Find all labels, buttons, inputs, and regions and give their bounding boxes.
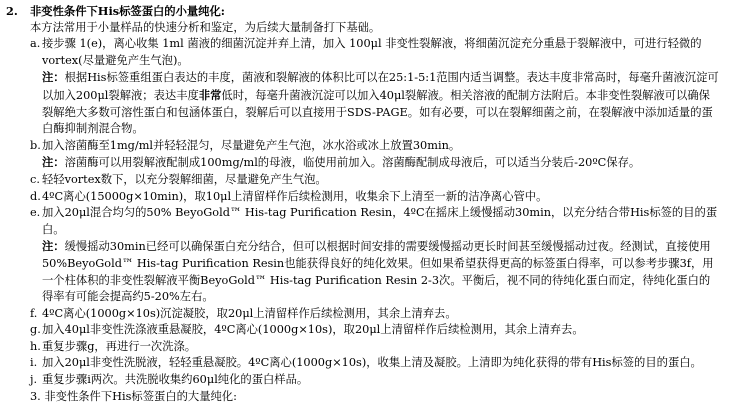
section-heading [6,3,725,20]
note-step-e [6,238,725,305]
step-text: 加入40μl非变性洗涤液重悬凝胶，4ºC离心(1000g×10s)，取20μl上清留样作后续检测用，其余上清弃去。 [42,323,584,337]
step-marker: a. [30,37,41,51]
step-d [6,189,725,206]
step-text: 加入20μl混合均匀的50% BeyoGold™ His-tag Purification Resin，4ºC在摇床上缓慢摇动30min，以充分结合带His标签的目的蛋白。 [42,206,718,236]
step-e [6,205,725,238]
step-a [6,36,725,69]
step-text: 接步骤 1(e)，离心收集 1ml 菌液的细菌沉淀并弃上清，加入 100μl 非变性裂解液，将细菌沉淀充分重悬于裂解液中，可进行轻微的 vortex(尽量避免产生气泡)。 [42,37,702,67]
note-text: 溶菌酶可以用裂解液配制成100mg/ml的母液，临使用前加入。溶菌酶配制成母液后，可以适当分装后-20ºC保存。 [64,156,641,170]
step-j [6,372,725,389]
step-marker: h. [30,339,41,353]
step-marker: f. [30,306,38,320]
note-step-b [6,154,725,172]
note-label: 注： [42,155,65,170]
step-c [6,172,725,189]
step-text: 加入20μl非变性洗脱液，轻轻重悬凝胶。4ºC离心(1000g×10s)，收集上清及凝胶。上清即为纯化获得的带有His标签的目的蛋白。 [42,356,702,370]
note-text-part1: 根据His标签重组蛋白表达的丰度，菌液和裂解液的体积比可以在25:1-5:1范围内适当调整。表达丰度非常高时，每毫升菌液沉淀可以加入200μl裂解液；表达丰度 [42,71,719,102]
step-marker: c. [30,172,40,186]
step-h [6,339,725,356]
note-emphasis: 非常 [198,87,222,102]
section-intro: 本方法常用于小量样品的快速分析和鉴定，为后续大量制备打下基础。 [30,20,381,34]
step-marker: g. [30,323,41,337]
step-text: 重复步骤g，再进行一次洗涤。 [42,339,197,353]
note-text: 缓慢摇动30min已经可以确保蛋白充分结合，但可以根据时间安排的需要缓慢摇动更长时间甚至缓慢摇动过夜。经测试，直接使用50%BeyoGold™ His-tag Purification Resin也能获得良好的纯化效果。但如果希望获得更高的标签蛋白得率，可以参考步骤3f，用一个柱体积的非变性裂解液平衡BeyoGold™ His-tag Purification Resin 2-3次。平衡后，视不同的待纯化蛋白而定，待纯化蛋白的得率有可能会提高约5-20%左右。 [42,240,714,304]
section-number: 2. [6,4,18,18]
step-marker: i. [30,356,38,370]
step-text: 4ºC离心(1000g×10s)沉淀凝胶，取20μl上清留样作后续检测用，其余上清弃去。 [42,306,457,320]
step-i [6,355,725,372]
note-label: 注： [42,239,65,254]
note-step-a [6,69,725,137]
step-marker: e. [30,206,41,220]
step-g [6,322,725,339]
step-b [6,138,725,155]
next-section-heading-clipped: 3. 非变性条件下His标签蛋白的大量纯化: [30,389,237,403]
step-text: 4ºC离心(15000g×10min)，取10μl上清留样作后续检测用，收集余下上清至一新的洁净离心管中。 [42,189,548,203]
step-marker: j. [30,373,38,387]
step-marker: d. [30,189,41,203]
step-text: 轻轻vortex数下，以充分裂解细菌，尽量避免产生气泡。 [42,172,327,186]
step-text: 加入溶菌酶至1mg/ml并轻轻混匀，尽量避免产生气泡，冰水浴或冰上放置30min。 [42,138,461,152]
step-marker: b. [30,138,41,152]
step-f [6,306,725,323]
section-title: 非变性条件下His标签蛋白的小量纯化: [30,4,225,18]
note-label: 注： [42,70,65,85]
note-text-part2: 低时，每毫升菌液沉淀可以加入40μl裂解液。相关溶液的配制方法附后。本非变性裂解液可以确保裂解绝大多数可溶性蛋白和包涵体蛋白，裂解后可以直接用于SDS-PAGE。如有必要，可以在裂解细菌之前，在裂解液中添加适量的蛋白酶抑制剂混合物。 [42,88,713,136]
step-text: 重复步骤i两次。共洗脱收集约60μl纯化的蛋白样品。 [42,373,309,387]
